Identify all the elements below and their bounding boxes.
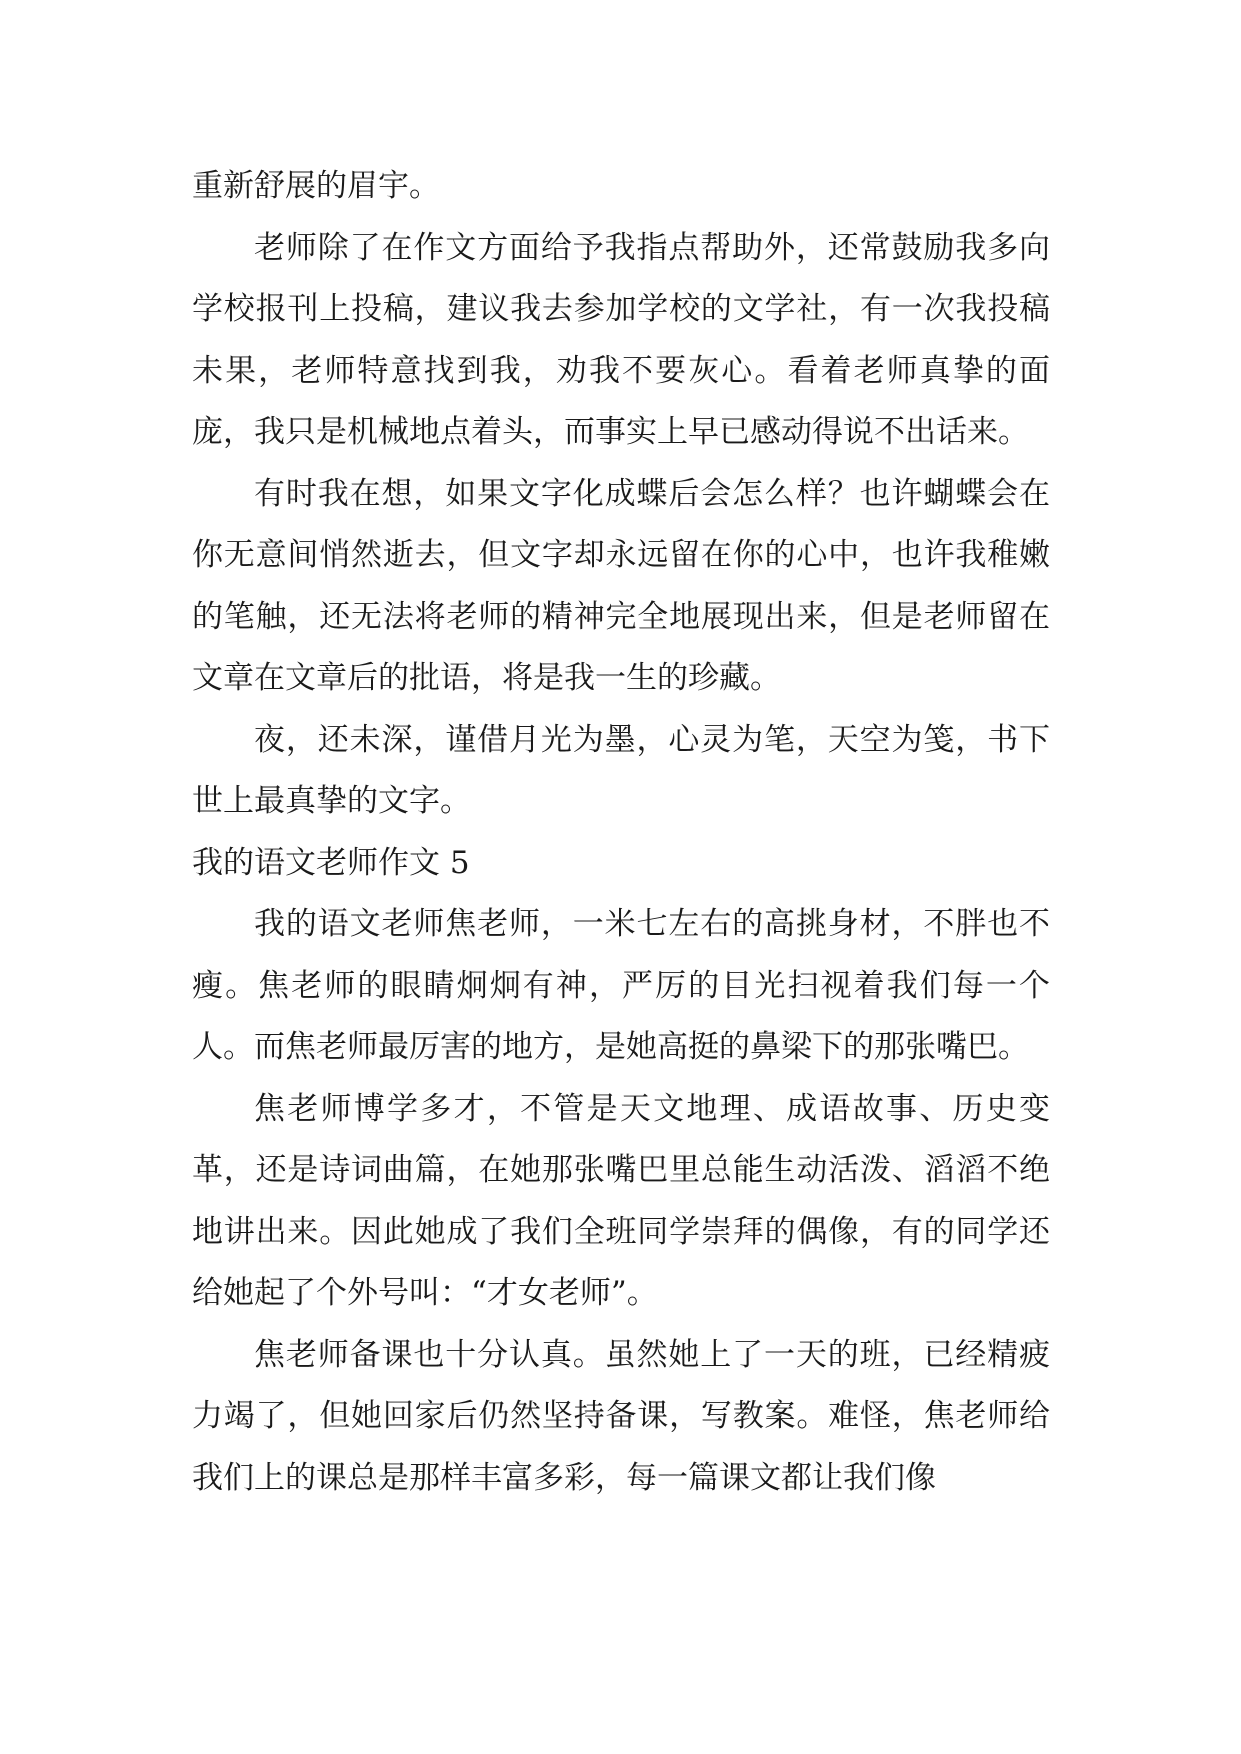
paragraph-butterfly-reflection: 有时我在想，如果文字化成蝶后会怎么样？也许蝴蝶会在你无意间悄然逝去，但文字却永远留在你的心中，也许我稚嫩的笔触，还无法将老师的精神完全地展现出来，但是老师留在文章在文章后的批语，将是我一生的珍藏。 bbox=[192, 475, 1050, 696]
paragraph-teacher-appearance: 我的语文老师焦老师，一米七左右的高挑身材，不胖也不瘦。焦老师的眼睛炯炯有神，严厉的目光扫视着我们每一个人。而焦老师最厉害的地方，是她高挺的鼻梁下的那张嘴巴。 bbox=[192, 906, 1050, 1065]
paragraph-night-closing: 夜，还未深，谨借月光为墨，心灵为笔，天空为笺，书下世上最真挚的文字。 bbox=[192, 721, 1050, 819]
paragraph-teacher-guidance: 老师除了在作文方面给予我指点帮助外，还常鼓励我多向学校报刊上投稿，建议我去参加学校的文学社，有一次我投稿未果，老师特意找到我，劝我不要灰心。看着老师真挚的面庞，我只是机械地点着头，而事实上早已感动得说不出话来。 bbox=[192, 229, 1050, 450]
essay-heading: 我的语文老师作文 5 bbox=[192, 844, 470, 881]
essay-body bbox=[192, 156, 1050, 1509]
paragraph-teacher-preparation: 焦老师备课也十分认真。虽然她上了一天的班，已经精疲力竭了，但她回家后仍然坚持备课，写教案。难怪，焦老师给我们上的课总是那样丰富多彩，每一篇课文都让我们像 bbox=[192, 1336, 1050, 1496]
paragraph-continuation: 重新舒展的眉宇。 bbox=[192, 168, 440, 204]
paragraph-teacher-knowledge: 焦老师博学多才，不管是天文地理、成语故事、历史变革，还是诗词曲篇，在她那张嘴巴里总能生动活泼、滔滔不绝地讲出来。因此她成了我们全班同学崇拜的偶像，有的同学还给她起了个外号叫：“才女老师”。 bbox=[192, 1090, 1050, 1311]
